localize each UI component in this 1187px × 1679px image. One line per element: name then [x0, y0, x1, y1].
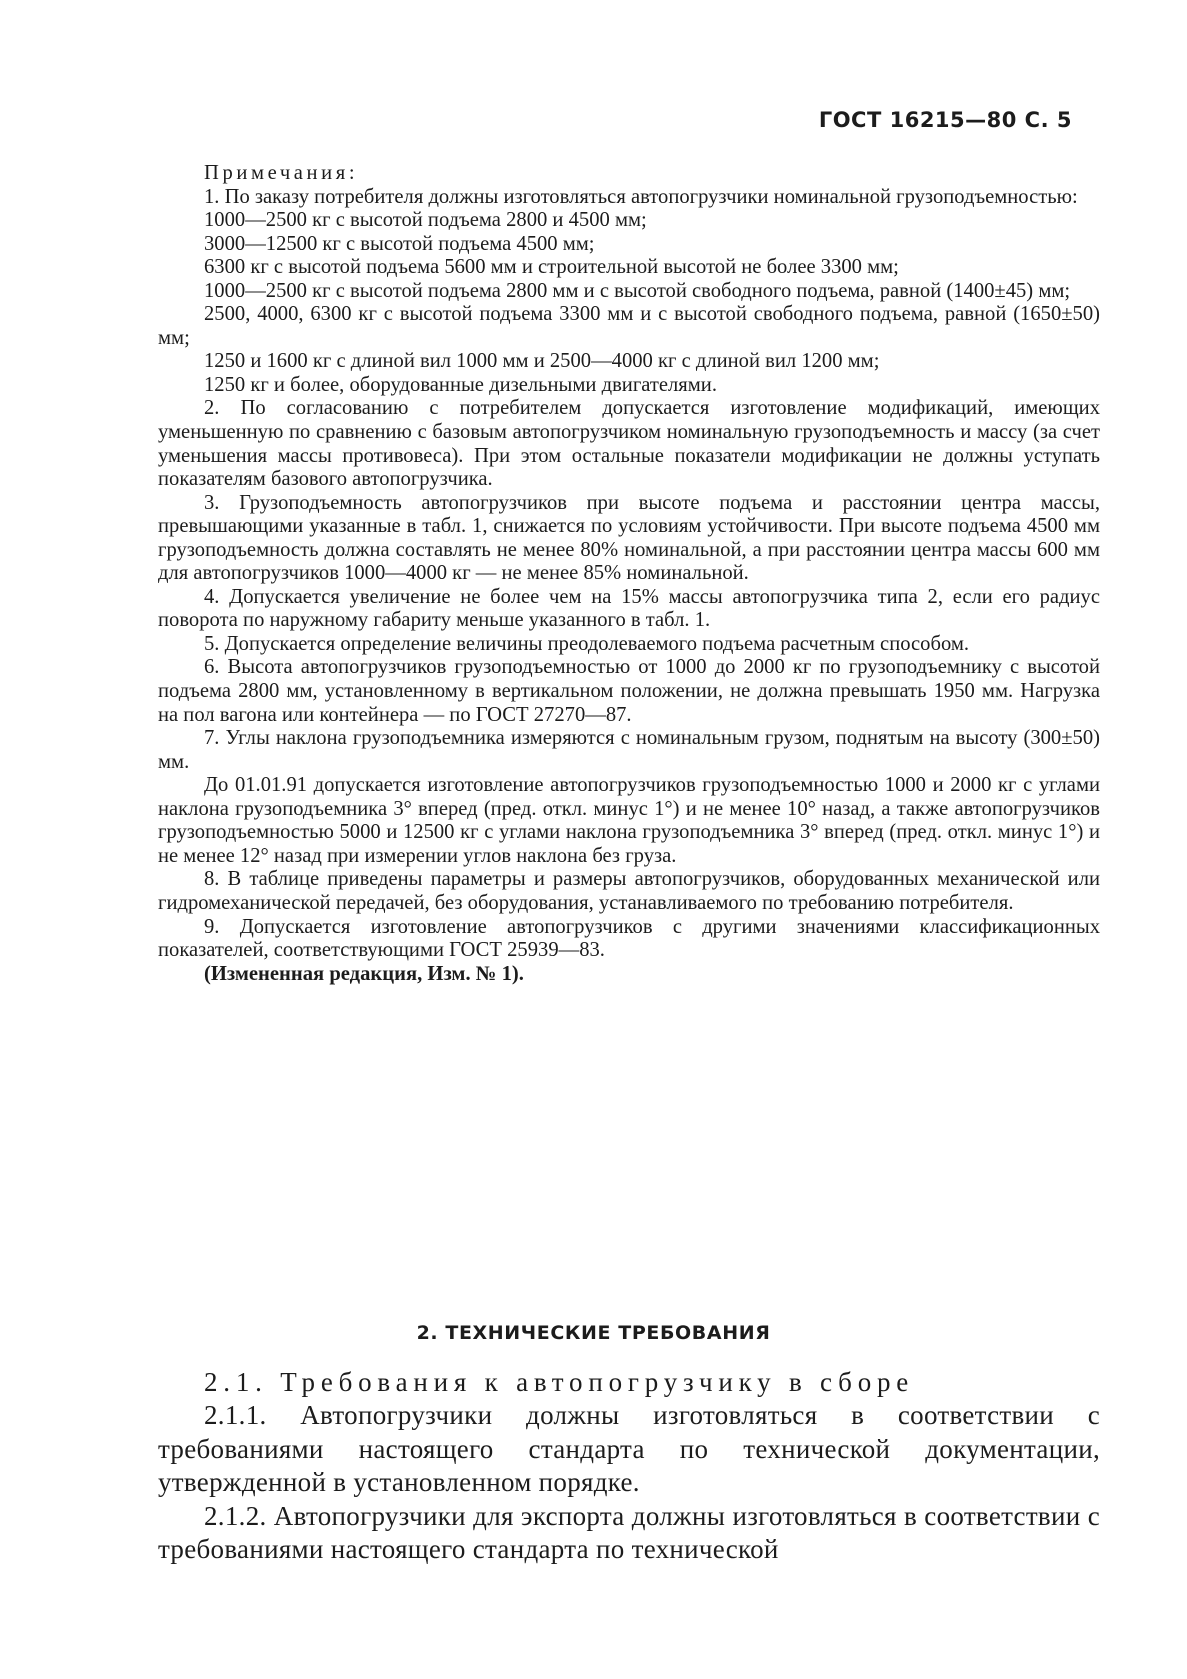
note-paragraph: 3. Грузоподъемность автопогрузчиков при высоте подъема и расстоянии центра массы, превышающими указанные в табл. 1, снижается по условиям устойчивости. При высоте подъема 4500 мм грузоподъемность должна составлять не менее 80% номинальной, а при расстоянии центра массы 600 мм для автопогрузчиков 1000—4000 кг — не менее 85% номинальной.: [158, 491, 1100, 585]
note-paragraph: 1000—2500 кг с высотой подъема 2800 мм и с высотой свободного подъема, равной (1400±45) мм;: [204, 279, 1071, 302]
amendment-note: (Измененная редакция, Изм. № 1).: [204, 962, 524, 985]
note-paragraph: 1000—2500 кг с высотой подъема 2800 и 4500 мм;: [204, 209, 647, 232]
note-paragraph: До 01.01.91 допускается изготовление автопогрузчиков грузоподъемностью 1000 и 2000 кг с углами наклона грузоподъемника 3° вперед (пред. откл. минус 1°) и не менее 10° назад, а также автопогрузчиков грузоподъемностью 5000 и 12500 кг с углами наклона грузоподъемника 3° вперед (пред. откл. минус 1°) и не менее 12° назад при измерении углов наклона без груза.: [158, 774, 1100, 867]
requirement-paragraph: 2.1.1. Автопогрузчики должны изготовляться в соответствии с требованиями настоящего стандарта по технической документации, утвержденной в установленном порядке.: [158, 1400, 1100, 1498]
note-paragraph: 6. Высота автопогрузчиков грузоподъемностью от 1000 до 2000 кг по грузоподъемнику с высотой подъема 2800 мм, установленному в вертикальном положении, не должна превышать 1950 мм. Нагрузка на пол вагона или контейнера — по ГОСТ 27270—87.: [158, 656, 1100, 726]
note-paragraph: 6300 кг с высотой подъема 5600 мм и строительной высотой не более 3300 мм;: [204, 256, 899, 279]
requirement-paragraph: 2.1.2. Автопогрузчики для экспорта должны изготовляться в соответствии с требованиями настоящего стандарта по технической: [158, 1500, 1100, 1565]
note-paragraph: 2500, 4000, 6300 кг с высотой подъема 3300 мм и с высотой свободного подъема, равной (1650±50) мм;: [158, 303, 1100, 349]
section-title: 2. ТЕХНИЧЕСКИЕ ТРЕБОВАНИЯ: [416, 1322, 771, 1344]
page-header: ГОСТ 16215—80 С. 5: [818, 108, 1072, 132]
note-paragraph: 3000—12500 кг с высотой подъема 4500 мм;: [204, 232, 595, 255]
note-paragraph: 9. Допускается изготовление автопогрузчиков с другими значениями классификационных показателей, соответствующими ГОСТ 25939—83.: [158, 915, 1100, 962]
note-paragraph: 1250 и 1600 кг с длиной вил 1000 мм и 2500—4000 кг с длиной вил 1200 мм;: [204, 350, 880, 373]
note-paragraph: 4. Допускается увеличение не более чем на 15% массы автопогрузчика типа 2, если его радиус поворота по наружному габариту меньше указанного в табл. 1.: [158, 585, 1100, 632]
requirements-block: [158, 1366, 1100, 1566]
note-paragraph: 5. Допускается определение величины преодолеваемого подъема расчетным способом.: [204, 632, 970, 655]
note-paragraph: 7. Углы наклона грузоподъемника измеряются с номинальным грузом, поднятым на высоту (300±50) мм.: [158, 727, 1100, 773]
notes-heading: Примечания:: [204, 162, 359, 184]
requirement-heading: 2.1. Требования к автопогрузчику в сборе: [204, 1367, 915, 1397]
note-paragraph: 8. В таблице приведены параметры и размеры автопогрузчиков, оборудованных механической или гидромеханической передачей, без оборудования, устанавливаемого по требованию потребителя.: [158, 868, 1100, 914]
note-paragraph: 2. По согласованию с потребителем допускается изготовление модификаций, имеющих уменьшенную по сравнению с базовым автопогрузчиком номинальную грузоподъемность и массу (за счет уменьшения массы противовеса). При этом остальные показатели модификации не должны уступать показателям базового автопогрузчика.: [158, 397, 1100, 491]
note-paragraph: 1. По заказу потребителя должны изготовляться автопогрузчики номинальной грузоподъемностью:: [204, 185, 1078, 208]
notes-block: [158, 162, 1100, 986]
note-paragraph: 1250 кг и более, оборудованные дизельными двигателями.: [204, 373, 717, 396]
